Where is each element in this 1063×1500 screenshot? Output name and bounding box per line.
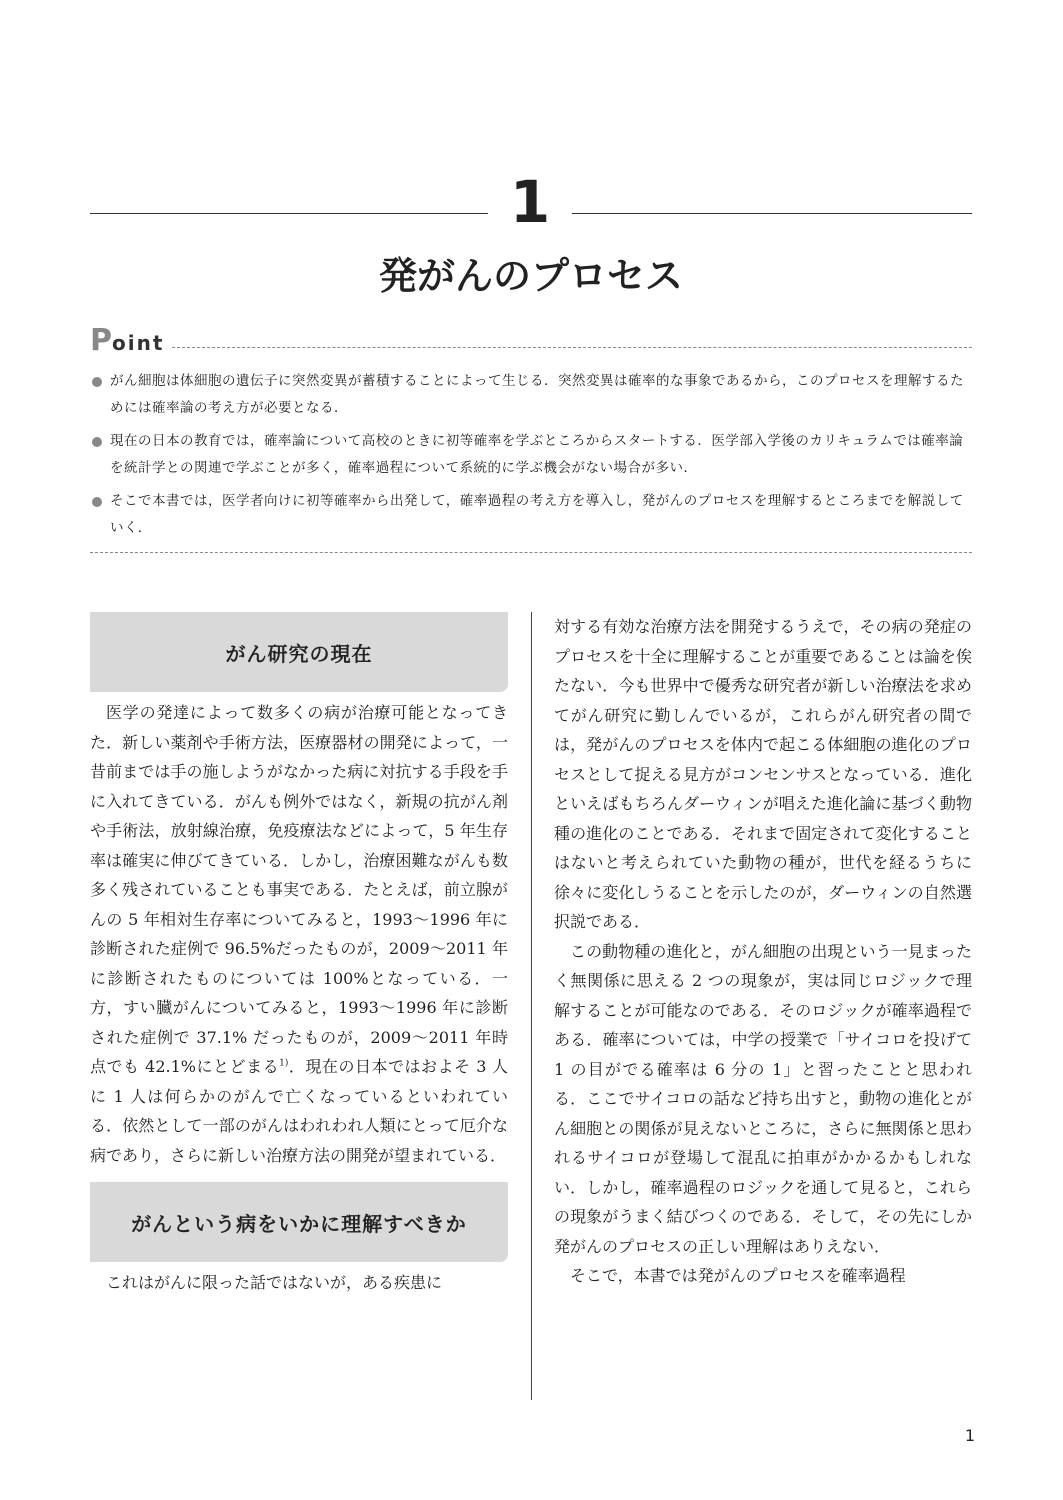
section-heading-understanding-cancer: がんという病をいかに理解すべきか: [90, 1182, 508, 1262]
point-top-divider: [172, 347, 972, 348]
point-bottom-divider: [90, 552, 972, 553]
point-item: そこで本書では，医学者向けに初等確率から出発して，確率過程の考え方を導入し，発がんのプロセスを理解するところまでを解説していく．: [90, 488, 972, 542]
reference-superscript: 1): [279, 1058, 289, 1069]
point-box: [90, 323, 972, 553]
chapter-header: [90, 170, 972, 240]
body-paragraph: この動物種の進化と，がん細胞の出現という一見まったく無関係に思える 2 つの現象が，実は同じロジックで理解することが可能なのである．そのロジックが確率過程である．確率については，中学の授業で「サイコロを投げて 1 の目がでる確率は 6 分の 1」と習ったことと思われる．ここでサイコロの話など持ち出すと，動物の進化とがん細胞との関係が見えないところに，さらに無関係と思われるサイコロが登場して混乱に拍車がかかるかもしれない．しかし，確率過程のロジックを通して見ると，これらの現象がうまく結びつくのである．そして，その先にしか発がんのプロセスの正しい理解はありえない．: [554, 941, 972, 1256]
chapter-rule-right: [572, 213, 972, 214]
point-item: 現在の日本の教育では，確率論について高校のときに初等確率を学ぶところからスタートする．医学部入学後のカリキュラムでは確率論を統計学との関連で学ぶことが多く，確率過程について系統的に学ぶ機会がない場合が多い．: [90, 428, 972, 482]
bullet-icon: [92, 497, 102, 507]
point-header: [90, 323, 972, 358]
point-list: [90, 368, 972, 542]
section-paragraph: 医学の発達によって数多くの病が治療可能となってきた．新しい薬剤や手術方法，医療器材の開発によって，一昔前までは手の施しようがなかった病に対抗する手段を手に入れてきている．がんも例外ではなく，新規の抗がん剤や手術法，放射線治療，免疫療法などによって，5 年生存率は確実に伸びてきている．しかし，治療困難ながんも数多く残されていることも事実である．たとえば，前立腺がんの 5 年相対生存率についてみると，1993〜1996 年に診断された症例で 96.5%だったものが，2009〜2011 年に診断されたものについては 100%となっている．一方，すい臓がんについてみると，1993〜1996 年に診断された症例で 37.1% だったものが，2009〜2011 年時点でも 42.1%にとどまる$^{1)}$．現在の日本ではおよそ 3 人に 1 人は何らかのがんで亡くなっているといわれている．依然として一部のがんはわれわれ人類にとって厄介な病であり，さらに新しい治療方法の開発が望まれている．: [90, 703, 509, 1165]
body-paragraph: そこで，本書では発がんのプロセスを確率過程: [570, 1266, 906, 1285]
left-column: [90, 612, 508, 1298]
point-item: がん細胞は体細胞の遺伝子に突然変異が蓄積することによって生じる．突然変異は確率的な事象であるから，このプロセスを理解するためには確率論の考え方が必要となる．: [90, 368, 972, 422]
bullet-icon: [92, 377, 102, 387]
section-paragraph: これはがんに限った話ではないが，ある疾患に: [106, 1273, 443, 1292]
chapter-number: 1: [509, 168, 551, 236]
right-column: [554, 612, 972, 1291]
body-paragraph: 対する有効な治療方法を開発するうえで，その病の発症のプロセスを十全に理解することが重要であることは論を俟たない．今も世界中で優秀な研究者が新しい治療法を求めてがん研究に勤しんでいるが，これらがん研究者の間では，発がんのプロセスを体内で起こる体細胞の進化のプロセスとして捉える見方がコンセンサスとなっている．進化といえばもちろんダーウィンが唱えた進化論に基づく動物種の進化のことである．それまで固定されて変化することはないと考えられていた動物の種が，世代を経るうちに徐々に変化しうることを示したのが，ダーウィンの自然選択説である．: [554, 617, 972, 931]
chapter-rule-left: [90, 213, 488, 214]
page-number: 1: [964, 1426, 975, 1445]
column-divider: [531, 612, 532, 1400]
point-label: Point: [90, 323, 165, 358]
bullet-icon: [92, 437, 102, 447]
chapter-title: 発がんのプロセス: [378, 254, 683, 298]
section-heading-cancer-research: がん研究の現在: [90, 612, 508, 692]
